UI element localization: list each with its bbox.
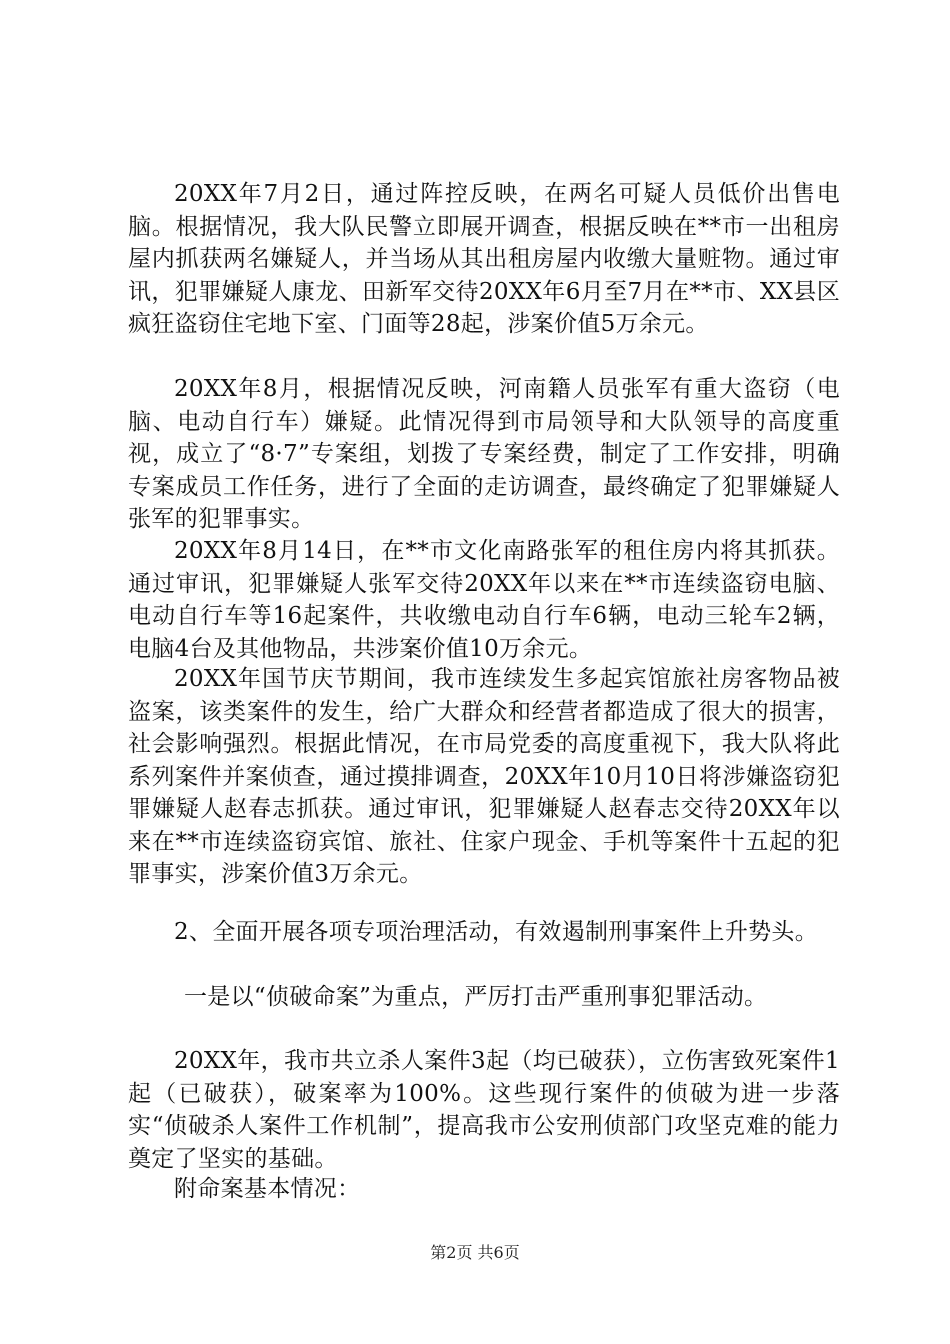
paragraph-attachment-note: 附命案基本情况：	[174, 1176, 361, 1202]
paragraph-homicide-stats: 20XX年，我市共立杀人案件3起（均已破获），立伤害致死案件1起（已破获），破案率为100%。这些现行案件的侦破为进一步落实“侦破杀人案件工作机制”，提高我市公安刑侦部门攻坚克难的能力奠定了坚实的基础。	[128, 1048, 840, 1172]
paragraph-theft-case-3: 20XX年8月14日，在**市文化南路张军的租住房内将其抓获。通过审讯，犯罪嫌疑人张军交待20XX年以来在**市连续盗窃电脑、电动自行车等16起案件，共收缴电动自行车6辆，电动三轮车2辆，电脑4台及其他物品，共涉案价值10万余元。	[128, 538, 840, 662]
page-number-footer: 第2页 共6页	[430, 1243, 520, 1262]
paragraph-theft-case-1: 20XX年7月2日，通过阵控反映，在两名可疑人员低价出售电脑。根据情况，我大队民警立即展开调查，根据反映在**市一出租房屋内抓获两名嫌疑人，并当场从其出租房屋内收缴大量赃物。通过审讯，犯罪嫌疑人康龙、田新军交待20XX年6月至7月在**市、XX县区疯狂盗窃住宅地下室、门面等28起，涉案价值5万余元。	[128, 181, 840, 337]
paragraph-hotel-theft-case: 20XX年国节庆节期间，我市连续发生多起宾馆旅社房客物品被盗案，该类案件的发生，给广大群众和经营者都造成了很大的损害，社会影响强烈。根据此情况，在市局党委的高度重视下，我大队将此系列案件并案侦查，通过摸排调查，20XX年10月10日将涉嫌盗窃犯罪嫌疑人赵春志抓获。通过审讯，犯罪嫌疑人赵春志交待20XX年以来在**市连续盗窃宾馆、旅社、住家户现金、手机等案件十五起的犯罪事实，涉案价值3万余元。	[128, 666, 840, 887]
paragraph-theft-case-2: 20XX年8月，根据情况反映，河南籍人员张军有重大盗窃（电脑、电动自行车）嫌疑。此情况得到市局领导和大队领导的高度重视，成立了“8·7”专案组，划拨了专案经费，制定了工作安排，明确专案成员工作任务，进行了全面的走访调查，最终确定了犯罪嫌疑人张军的犯罪事实。	[128, 376, 840, 532]
subheading-homicide-focus: 一是以“侦破命案”为重点，严厉打击严重刑事犯罪活动。	[184, 984, 768, 1010]
section-heading-special-campaigns: 2、全面开展各项专项治理活动，有效遏制刑事案件上升势头。	[174, 919, 819, 945]
